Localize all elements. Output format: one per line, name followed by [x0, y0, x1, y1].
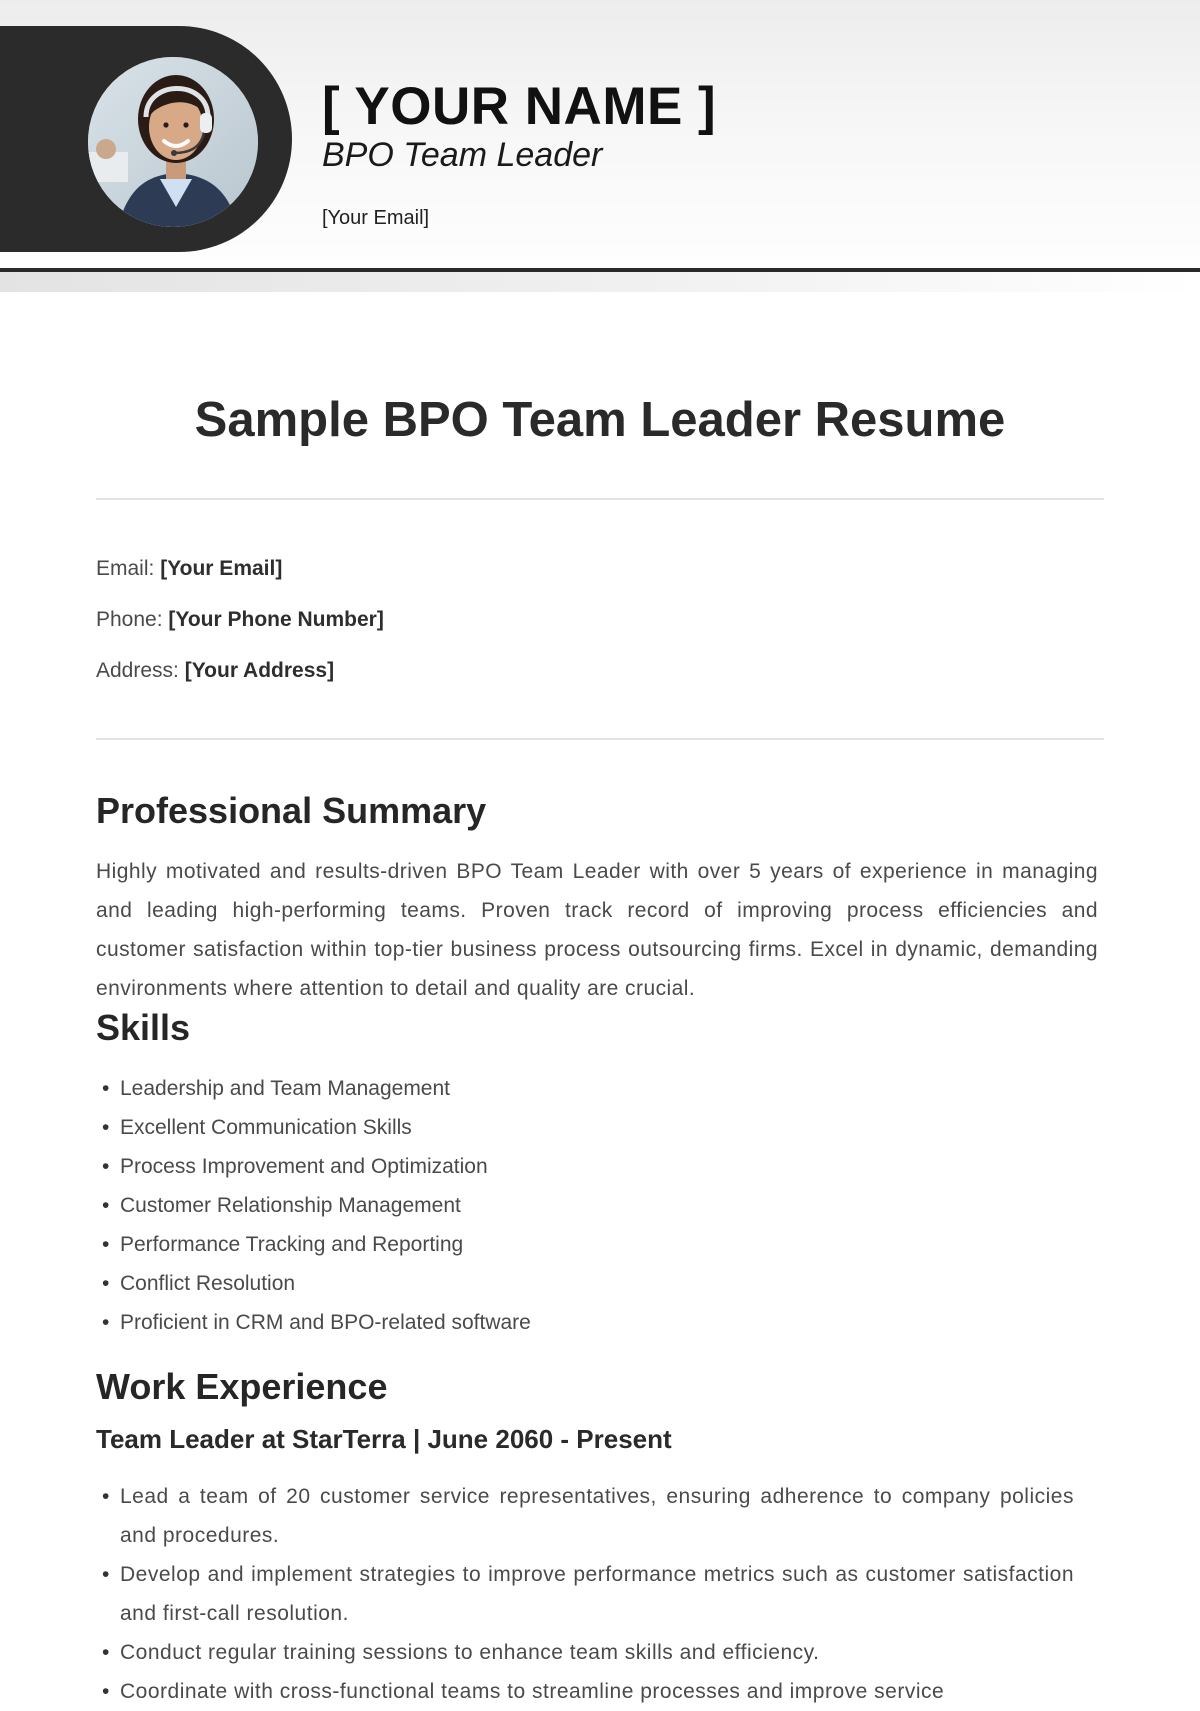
duty-item: • Conduct regular training sessions to enhance team skills and efficiency. — [102, 1633, 1074, 1672]
experience-heading: Work Experience — [96, 1366, 388, 1407]
contact-email — [96, 557, 282, 581]
candidate-role: BPO Team Leader — [322, 136, 603, 174]
summary-text: Highly motivated and results-driven BPO Team Leader with over 5 years of experience in managing and leading high-performing teams. Proven track record of improving process efficiencies and customer satisfaction within top-tier business process outsourcing firms. Excel in dynamic, demanding environments where attention to detail and quality are crucial. — [96, 860, 1098, 1000]
header-email: [Your Email] — [322, 207, 430, 229]
header-divider — [0, 268, 1200, 272]
contact-phone-label: Phone: — [96, 608, 163, 631]
job-duties-list — [102, 1477, 1074, 1711]
skill-item: • Performance Tracking and Reporting — [102, 1225, 531, 1264]
skill-item: • Process Improvement and Optimization — [102, 1147, 531, 1186]
duty-item: • Develop and implement strategies to improve performance metrics such as customer satisfaction and first-call resolution. — [102, 1555, 1074, 1633]
skills-list — [102, 1069, 531, 1342]
job-title: Team Leader at StarTerra | June 2060 - Present — [96, 1424, 672, 1454]
duty-item: • Coordinate with cross-functional teams to streamline processes and improve service — [102, 1672, 1074, 1711]
contact-email-label: Email: — [96, 557, 155, 580]
contact-address — [96, 659, 334, 683]
summary-heading: Professional Summary — [96, 790, 487, 831]
skill-item: • Conflict Resolution — [102, 1264, 531, 1303]
contact-phone — [96, 608, 384, 632]
document-title: Sample BPO Team Leader Resume — [194, 393, 1006, 447]
skill-item: • Excellent Communication Skills — [102, 1108, 531, 1147]
duty-item: • Lead a team of 20 customer service representatives, ensuring adherence to company policies and procedures. — [102, 1477, 1074, 1555]
skill-item: • Leadership and Team Management — [102, 1069, 531, 1108]
profile-photo — [88, 57, 258, 227]
divider-contact — [96, 738, 1104, 740]
skill-item: • Proficient in CRM and BPO-related software — [102, 1303, 531, 1342]
contact-phone-value: [Your Phone Number] — [168, 608, 384, 631]
skill-item: • Customer Relationship Management — [102, 1186, 531, 1225]
contact-address-label: Address: — [96, 659, 179, 682]
person-with-headset-icon — [88, 57, 258, 227]
contact-email-value: [Your Email] — [160, 557, 283, 580]
skills-heading: Skills — [96, 1007, 191, 1048]
resume-header — [0, 0, 1200, 292]
divider-top — [96, 498, 1104, 500]
header-shade — [0, 272, 1200, 292]
candidate-name: [ YOUR NAME ] — [322, 77, 717, 136]
contact-address-value: [Your Address] — [184, 659, 335, 682]
